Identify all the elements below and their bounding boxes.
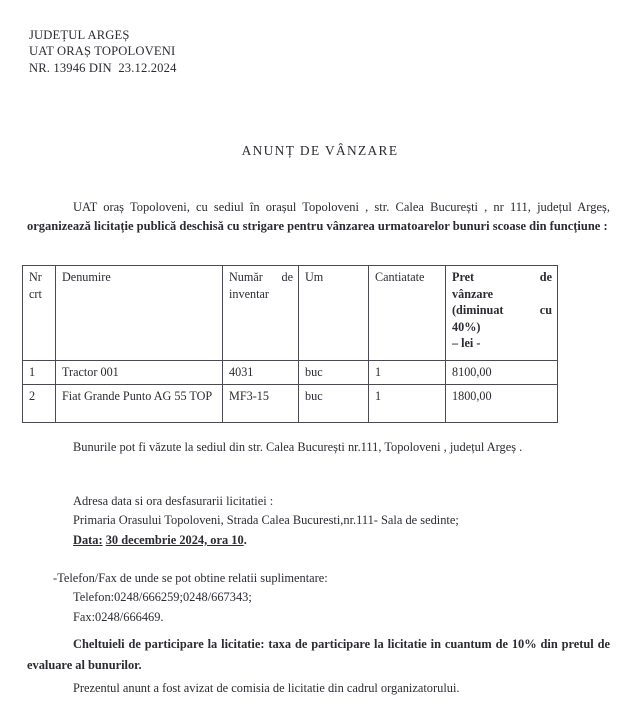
contact-intro: -Telefon/Fax de unde se pot obtine relatii suplimentare:	[53, 571, 328, 585]
cell-cantitate: 1	[369, 384, 446, 422]
letterhead-uat: UAT ORAȘ TOPOLOVENI	[29, 44, 176, 59]
auction-date-line	[73, 531, 613, 550]
cell-denumire: Tractor 001	[56, 361, 223, 385]
col-header-numar-inventar	[223, 266, 299, 361]
col-header-pret-line4: 40%)	[452, 319, 481, 334]
auction-address-block	[73, 492, 613, 550]
table-row	[23, 361, 558, 385]
col-header-nr-line1: Nr	[29, 270, 42, 284]
col-header-nr-crt	[23, 266, 56, 361]
cell-numar-inventar: MF3-15	[223, 384, 299, 422]
cell-denumire: Fiat Grande Punto AG 55 TOP	[56, 384, 223, 422]
page-title: ANUNȚ DE VÂNZARE	[241, 143, 399, 158]
col-header-pret-line5: – lei -	[452, 336, 481, 350]
goods-table-container	[22, 265, 557, 423]
cell-cantitate: 1	[369, 361, 446, 385]
col-header-denumire: Denumire	[56, 266, 223, 361]
letterhead	[29, 27, 177, 76]
contact-block	[53, 569, 593, 627]
cell-nr-crt: 1	[23, 361, 56, 385]
col-header-pret-line1: Pret de	[452, 270, 552, 284]
col-header-pret-line3: (diminuat cu	[452, 303, 552, 317]
col-header-cantitate: Cantiatate	[369, 266, 446, 361]
cell-numar-inventar: 4031	[223, 361, 299, 385]
goods-viewing-note: Bunurile pot fi văzute la sediul din str. Calea București nr.111, Topoloveni , județul Argeș .	[73, 440, 523, 454]
auction-address-location: Primaria Orasului Topoloveni, Strada Calea Bucuresti,nr.111- Sala de sedinte;	[73, 513, 459, 528]
col-header-pret-line2: vânzare	[452, 286, 494, 301]
goods-table-body	[23, 361, 558, 423]
cell-um: buc	[299, 384, 369, 422]
intro-bold-text: organizează licitație publică deschisă cu strigare pentru vânzarea urmatoarelor bunuri scoase din funcțiune :	[27, 219, 608, 234]
col-header-um: Um	[299, 266, 369, 361]
cell-nr-crt: 2	[23, 384, 56, 422]
letterhead-county: JUDEȚUL ARGEȘ	[29, 28, 130, 42]
cell-pret: 8100,00	[446, 361, 558, 385]
col-header-pret-vanzare	[446, 266, 558, 361]
goods-table	[22, 265, 558, 423]
goods-table-head	[23, 266, 558, 361]
contact-phone: Telefon:0248/666259;0248/667343;	[73, 590, 252, 605]
intro-regular-text: UAT oraș Topoloveni, cu sediul în orașul Topoloveni , str. Calea București , nr 111, județul Argeș,	[73, 199, 610, 214]
auction-date-suffix: .	[243, 532, 247, 547]
approval-note: Prezentul anunt a fost avizat de comisia de licitatie din cadrul organizatorului.	[73, 681, 460, 695]
table-header-row	[23, 266, 558, 361]
table-row	[23, 384, 558, 422]
cell-um: buc	[299, 361, 369, 385]
auction-address-intro: Adresa data si ora desfasurarii licitatiei :	[73, 494, 274, 508]
participation-fee-paragraph: Cheltuieli de participare la licitatie: taxa de participare la licitatie in cuantum de 10% din pretul de evaluare al bunurilor.	[27, 637, 610, 672]
auction-date-label: Data:	[73, 532, 103, 547]
col-header-inv-line1: Număr de	[229, 270, 293, 284]
letterhead-registration-number: NR. 13946 DIN 23.12.2024	[29, 60, 177, 75]
contact-fax: Fax:0248/666469.	[73, 609, 164, 624]
cell-pret: 1800,00	[446, 384, 558, 422]
auction-date-value: 30 decembrie 2024, ora 10	[105, 532, 244, 547]
col-header-nr-line2: crt	[29, 286, 42, 301]
col-header-inv-line2: inventar	[229, 286, 269, 301]
intro-paragraph	[27, 198, 610, 237]
